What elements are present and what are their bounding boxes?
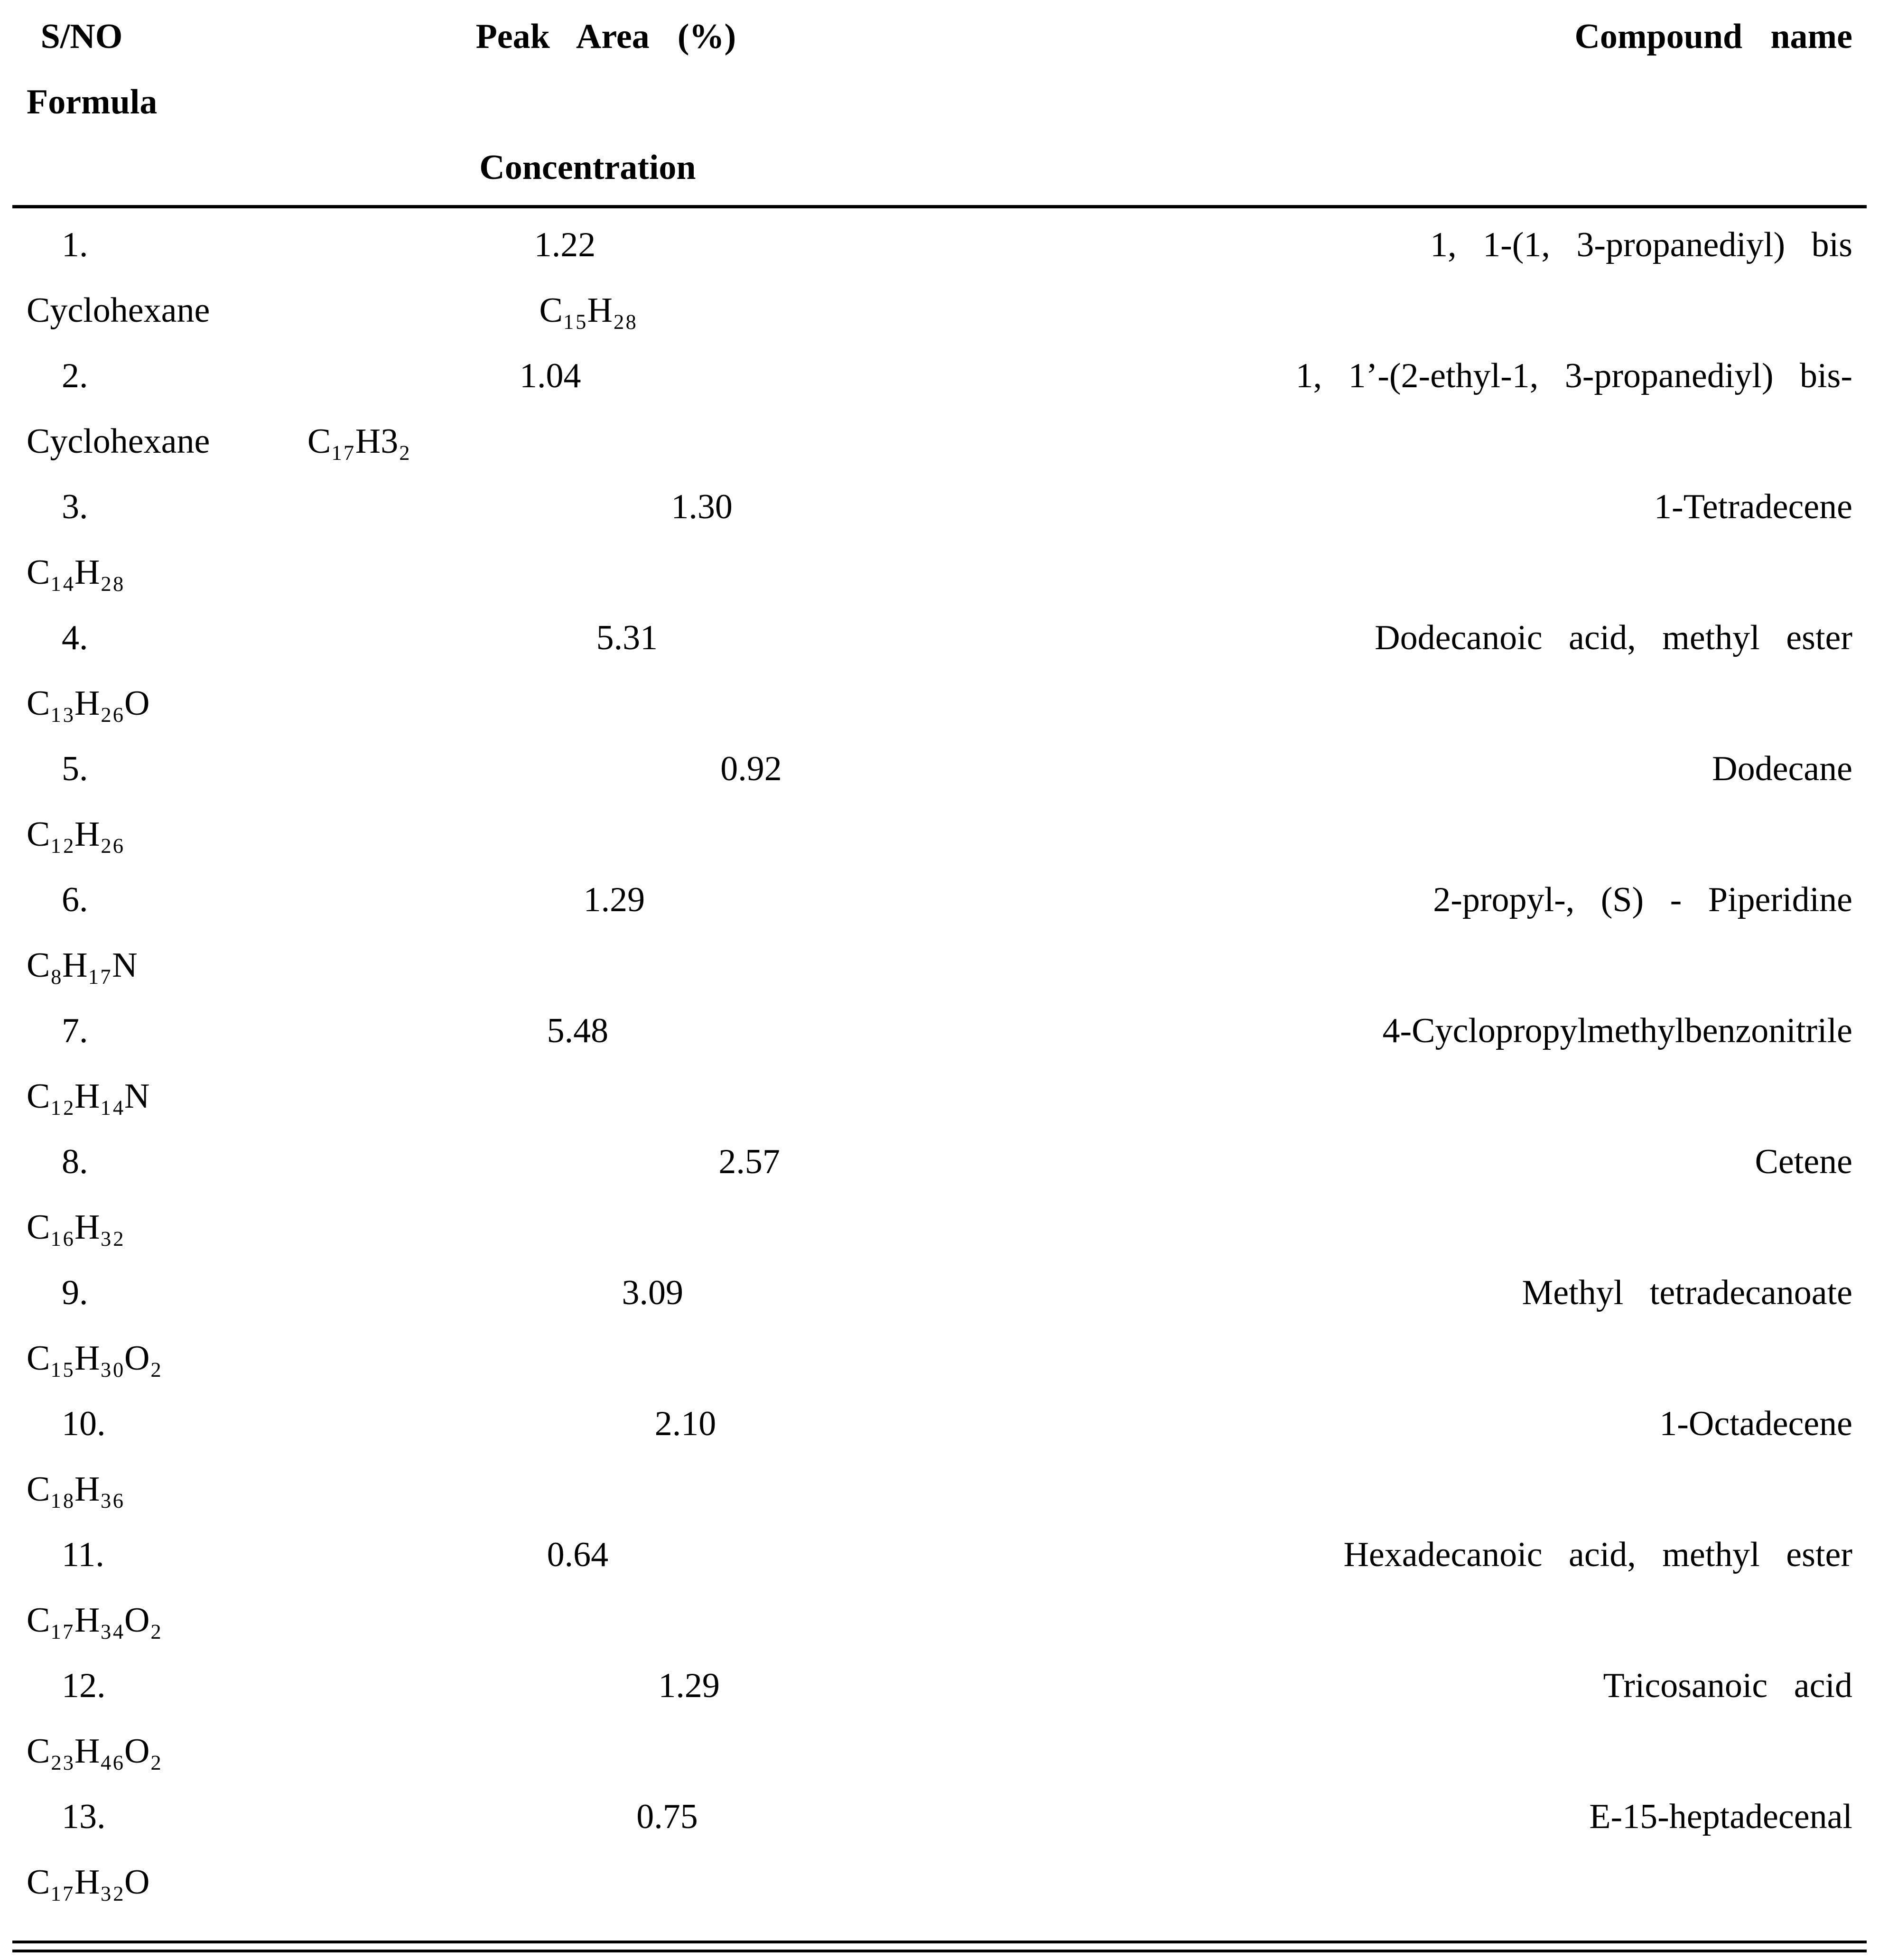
row-peak-area: 0.92 — [720, 749, 782, 788]
row-formula: C₁₅H₂₈ — [539, 291, 637, 330]
row-compound-name: Hexadecanoic acid, methyl ester — [1343, 1535, 1852, 1574]
row-compound-name: 1-Octadecene — [1659, 1404, 1852, 1443]
table-row-line2 — [27, 1718, 1852, 1784]
row-compound-wrap: Cyclohexane — [27, 291, 210, 330]
row-peak-area: 1.22 — [534, 225, 596, 264]
row-sno: 5. — [62, 749, 88, 788]
table-row-line2 — [27, 802, 1852, 867]
row-compound-name: Dodecane — [1712, 749, 1852, 788]
row-compound-name: Dodecanoic acid, methyl ester — [1375, 618, 1852, 657]
table-row-line1 — [27, 474, 1852, 540]
row-compound-name: 1, 1’-(2-ethyl-1, 3-propanediyl) bis- — [1295, 356, 1852, 395]
bottom-rule-bottom-line — [12, 1950, 1867, 1952]
row-compound-name: 2-propyl-, (S) - Piperidine — [1433, 880, 1852, 919]
row-compound-name: Cetene — [1755, 1142, 1852, 1181]
table-row-line1 — [27, 605, 1852, 671]
row-peak-area: 5.48 — [547, 1011, 609, 1050]
row-formula: C₁₆H₃₂ — [27, 1208, 124, 1247]
row-formula: C₁₃H₂₆O — [27, 684, 150, 723]
row-peak-area: 0.75 — [636, 1797, 698, 1836]
row-sno: 4. — [62, 618, 88, 657]
table-bottom-double-rule — [12, 1941, 1867, 1952]
row-sno: 6. — [62, 880, 88, 919]
row-sno: 11. — [62, 1535, 104, 1574]
table-row-line2 — [27, 671, 1852, 736]
row-peak-area: 1.04 — [519, 356, 581, 395]
row-compound-name: E-15-heptadecenal — [1589, 1797, 1852, 1836]
table-row-line1 — [27, 1522, 1852, 1587]
table-row-line1 — [27, 1784, 1852, 1849]
row-formula: C₁₇H₃₄O₂ — [27, 1601, 162, 1640]
row-peak-area: 2.10 — [654, 1404, 716, 1443]
col-concentration-label: Concentration — [479, 148, 696, 187]
col-formula-label: Formula — [27, 83, 158, 121]
table-row-line1 — [27, 736, 1852, 802]
row-sno: 13. — [62, 1797, 106, 1836]
row-sno: 2. — [62, 356, 88, 395]
col-compound-label: Compound name — [1574, 17, 1852, 56]
row-peak-area: 1.30 — [671, 487, 733, 526]
row-formula: C₁₈H₃₆ — [27, 1470, 124, 1509]
row-compound-name: 1, 1-(1, 3-propanediyl) bis — [1430, 225, 1852, 264]
table-row-line2 — [27, 409, 1852, 474]
table-row-line1 — [27, 1653, 1852, 1718]
table-row-line2 — [27, 933, 1852, 998]
table-row-line2 — [27, 1587, 1852, 1653]
row-sno: 3. — [62, 487, 88, 526]
table-header-row — [27, 4, 1852, 69]
col-peak-area-label: Peak Area (%) — [475, 17, 736, 56]
row-peak-area: 1.29 — [583, 880, 645, 919]
table-row-line1 — [27, 1260, 1852, 1325]
row-formula: C₁₂H₂₆ — [27, 815, 124, 854]
row-compound-name: Tricosanoic acid — [1603, 1666, 1852, 1705]
row-formula: C₁₅H₃₀O₂ — [27, 1339, 162, 1378]
row-formula: C₁₇H₃₂O — [27, 1863, 150, 1902]
row-peak-area: 1.29 — [658, 1666, 720, 1705]
table-row-line1 — [27, 867, 1852, 933]
row-sno: 12. — [62, 1666, 106, 1705]
bottom-rule-top-line — [12, 1941, 1867, 1943]
row-formula: C₈H₁₇N — [27, 946, 138, 985]
row-peak-area: 0.64 — [547, 1535, 609, 1574]
row-compound-name: 1-Tetradecene — [1654, 487, 1852, 526]
table-row-line2 — [27, 1456, 1852, 1522]
row-sno: 1. — [62, 225, 88, 264]
row-formula: C₁₇H3₂ — [307, 422, 411, 461]
row-sno: 7. — [62, 1011, 88, 1050]
row-compound-name: Methyl tetradecanoate — [1522, 1273, 1852, 1312]
row-formula: C₁₂H₁₄N — [27, 1077, 150, 1116]
row-compound-wrap: Cyclohexane — [27, 422, 210, 461]
row-peak-area: 5.31 — [596, 618, 658, 657]
row-compound-name: 4-Cyclopropylmethylbenzonitrile — [1382, 1011, 1852, 1050]
table-header-concentration-line — [27, 135, 1852, 200]
table-row-line2 — [27, 1195, 1852, 1260]
row-sno: 9. — [62, 1273, 88, 1312]
row-formula: C₁₄H₂₈ — [27, 553, 124, 592]
row-formula: C₂₃H₄₆O₂ — [27, 1732, 162, 1771]
table-row-line1 — [27, 1129, 1852, 1195]
row-peak-area: 2.57 — [718, 1142, 780, 1181]
header-rule — [12, 205, 1867, 208]
table-row-line1 — [27, 1391, 1852, 1456]
col-sno-label: S/NO — [40, 17, 123, 56]
row-sno: 10. — [62, 1404, 106, 1443]
table-row-line2 — [27, 1849, 1852, 1915]
table-row-line1 — [27, 212, 1852, 278]
table-row-line2 — [27, 540, 1852, 605]
table-row-line1 — [27, 343, 1852, 409]
table-row-line2 — [27, 278, 1852, 343]
row-peak-area: 3.09 — [622, 1273, 683, 1312]
table-row-line2 — [27, 1064, 1852, 1129]
table-header-formula-line — [27, 69, 1852, 135]
row-sno: 8. — [62, 1142, 88, 1181]
table-row-line2 — [27, 1325, 1852, 1391]
table-row-line1 — [27, 998, 1852, 1064]
